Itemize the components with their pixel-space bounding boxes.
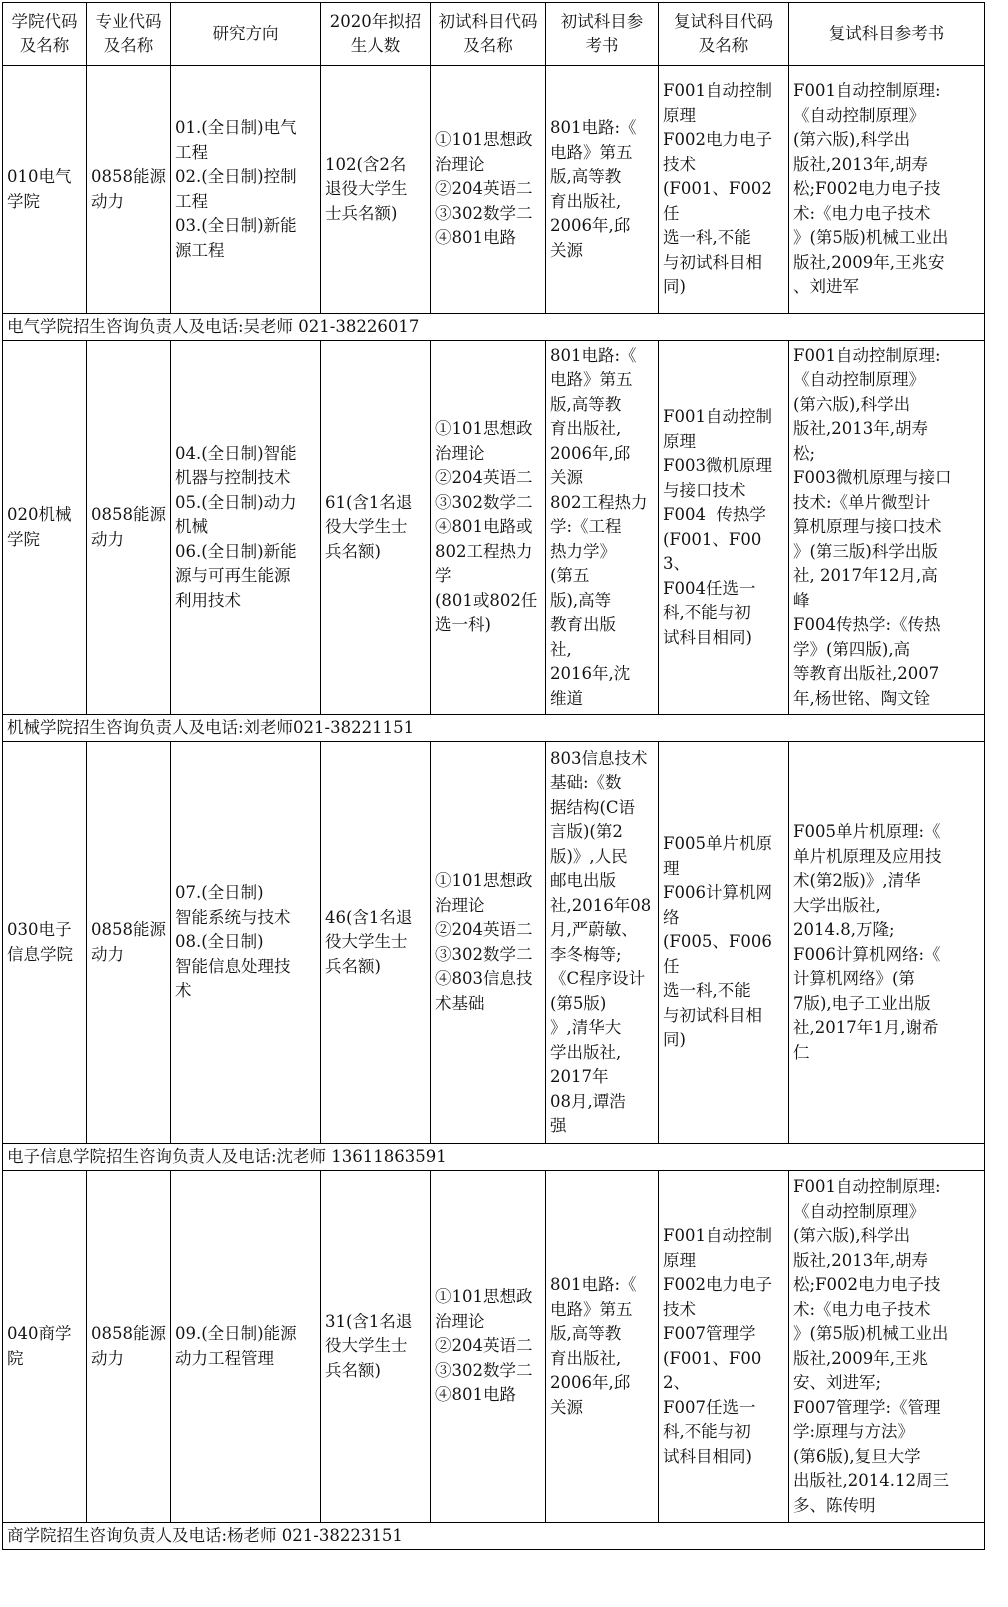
retest-subjects-cell: F001自动控制 原理 F003微机原理 与接口技术 F004 传热学 (F001、F003、 F004任选一 科,不能与初 试科目相同) — [659, 341, 789, 715]
table-row — [3, 742, 985, 1144]
header-exam-books: 初试科目参 考书 — [546, 3, 659, 66]
table-row — [3, 1171, 985, 1523]
retest-subjects-cell: F005单片机原 理 F006计算机网 络 (F005、F006任 选一科,不能 与初试科目相 同) — [659, 742, 789, 1144]
exam-subjects-cell: ①101思想政 治理论 ②204英语二 ③302数学二 ④801电路 — [431, 1171, 546, 1523]
header-college: 学院代码 及名称 — [3, 3, 87, 66]
retest-subjects-cell: F001自动控制 原理 F002电力电子 技术 F007管理学 (F001、F002、 F007任选一 科,不能与初 试科目相同) — [659, 1171, 789, 1523]
exam-books-cell: 803信息技术 基础:《数 据结构(C语 言版)(第2 版)》,人民 邮电出版 社,2016年08 月,严蔚敏、 李冬梅等; 《C程序设计 (第5版) 》,清华大 学出版社, 2017年 08月,谭浩 强 — [546, 742, 659, 1144]
quota-cell: 102(含2名 退役大学生 士兵名额) — [321, 66, 431, 314]
contact-info: 电气学院招生咨询负责人及电话:吴老师 021-38226017 — [3, 314, 985, 341]
admissions-table-page — [2, 2, 984, 1550]
exam-books-cell: 801电路:《 电路》第五 版,高等教 育出版社, 2006年,邱 关源 — [546, 66, 659, 314]
direction-cell: 07.(全日制) 智能系统与技术 08.(全日制) 智能信息处理技 术 — [171, 742, 321, 1144]
major-cell: 0858能源 动力 — [87, 341, 171, 715]
quota-cell: 61(含1名退 役大学生士 兵名额) — [321, 341, 431, 715]
header-exam-subjects: 初试科目代码 及名称 — [431, 3, 546, 66]
retest-books-cell: F005单片机原理:《 单片机原理及应用技 术(第2版)》,清华 大学出版社, 2014.8,万隆; F006计算机网络:《 计算机网络》(第 7版),电子工业出版 社,2017年1月,谢希 仁 — [789, 742, 985, 1144]
college-cell: 030电子 信息学院 — [3, 742, 87, 1144]
direction-cell: 01.(全日制)电气 工程 02.(全日制)控制 工程 03.(全日制)新能 源工程 — [171, 66, 321, 314]
header-retest-subjects: 复试科目代码 及名称 — [659, 3, 789, 66]
header-major: 专业代码 及名称 — [87, 3, 171, 66]
contact-row — [3, 1144, 985, 1171]
retest-books-cell: F001自动控制原理: 《自动控制原理》 (第六版),科学出 版社,2013年,胡寿 松;F002电力电子技 术:《电力电子技术 》(第5版)机械工业出 版社,2009年,王兆安 、刘进军 — [789, 66, 985, 314]
header-quota: 2020年拟招 生人数 — [321, 3, 431, 66]
contact-info: 电子信息学院招生咨询负责人及电话:沈老师 13611863591 — [3, 1144, 985, 1171]
direction-cell: 09.(全日制)能源 动力工程管理 — [171, 1171, 321, 1523]
major-cell: 0858能源 动力 — [87, 66, 171, 314]
exam-subjects-cell: ①101思想政 治理论 ②204英语二 ③302数学二 ④803信息技 术基础 — [431, 742, 546, 1144]
header-retest-books: 复试科目参考书 — [789, 3, 985, 66]
retest-books-cell: F001自动控制原理: 《自动控制原理》 (第六版),科学出 版社,2013年,胡寿 松;F002电力电子技 术:《电力电子技术 》(第5版)机械工业出 版社,2009年,王兆 安、刘进军; F007管理学:《管理 学:原理与方法》 (第6版),复旦大学 出版社,2014.12周三 多、陈传明 — [789, 1171, 985, 1523]
retest-subjects-cell: F001自动控制 原理 F002电力电子 技术 (F001、F002任 选一科,不能 与初试科目相 同) — [659, 66, 789, 314]
exam-subjects-cell: ①101思想政 治理论 ②204英语二 ③302数学二 ④801电路 — [431, 66, 546, 314]
exam-subjects-cell: ①101思想政 治理论 ②204英语二 ③302数学二 ④801电路或 802工程热力 学 (801或802任 选一科) — [431, 341, 546, 715]
exam-books-cell: 801电路:《 电路》第五 版,高等教 育出版社, 2006年,邱 关源 802工程热力 学:《工程 热力学》 (第五 版),高等 教育出版 社, 2016年,沈 维道 — [546, 341, 659, 715]
major-cell: 0858能源 动力 — [87, 742, 171, 1144]
contact-row — [3, 715, 985, 742]
header-direction: 研究方向 — [171, 3, 321, 66]
retest-books-cell: F001自动控制原理: 《自动控制原理》 (第六版),科学出 版社,2013年,胡寿 松; F003微机原理与接口 技术:《单片微型计 算机原理与接口技术 》(第三版)科学出版 社, 2017年12月,高 峰 F004传热学:《传热 学》(第四版),高 等教育出版社,2007 年,杨世铭、陶文铨 — [789, 341, 985, 715]
table-row — [3, 341, 985, 715]
major-cell: 0858能源 动力 — [87, 1171, 171, 1523]
exam-books-cell: 801电路:《 电路》第五 版,高等教 育出版社, 2006年,邱 关源 — [546, 1171, 659, 1523]
college-cell: 020机械 学院 — [3, 341, 87, 715]
table-header-row — [3, 3, 985, 66]
college-cell: 040商学 院 — [3, 1171, 87, 1523]
contact-info: 商学院招生咨询负责人及电话:杨老师 021-38223151 — [3, 1523, 985, 1550]
direction-cell: 04.(全日制)智能 机器与控制技术 05.(全日制)动力 机械 06.(全日制)新能 源与可再生能源 利用技术 — [171, 341, 321, 715]
quota-cell: 31(含1名退 役大学生士 兵名额) — [321, 1171, 431, 1523]
admissions-table — [2, 2, 985, 1550]
college-cell: 010电气 学院 — [3, 66, 87, 314]
table-row — [3, 66, 985, 314]
quota-cell: 46(含1名退 役大学生士 兵名额) — [321, 742, 431, 1144]
contact-info: 机械学院招生咨询负责人及电话:刘老师021-38221151 — [3, 715, 985, 742]
contact-row — [3, 314, 985, 341]
contact-row — [3, 1523, 985, 1550]
